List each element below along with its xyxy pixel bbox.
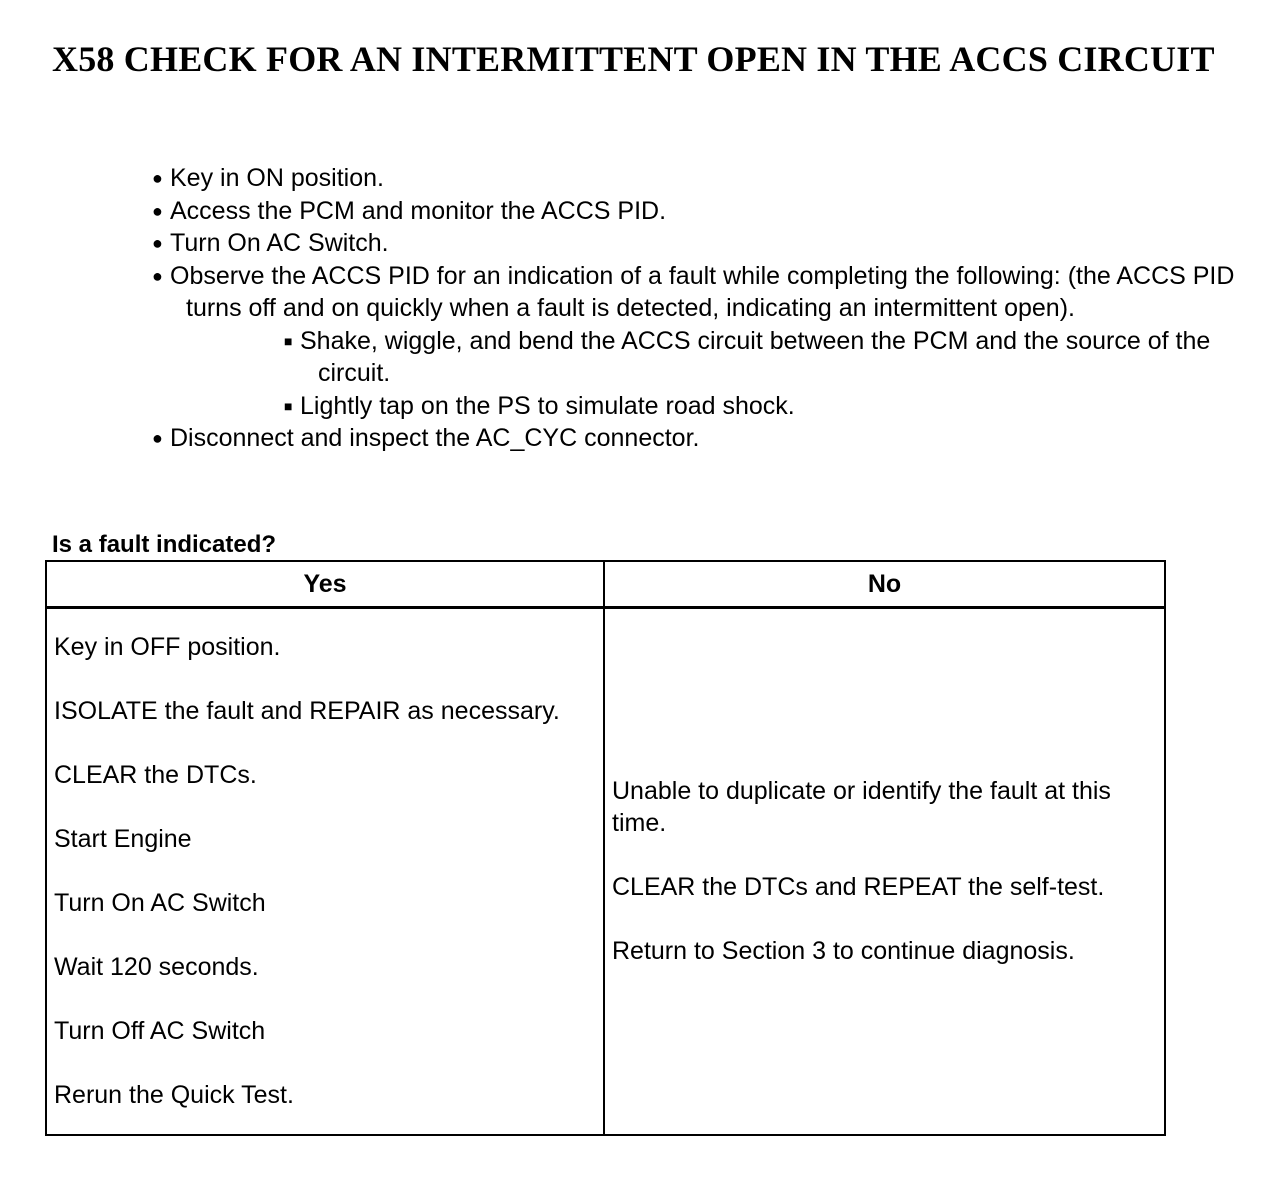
result-table [45,560,1166,1136]
yes-action: Turn On AC Switch [54,888,266,917]
bullet-icon: ● [152,200,163,221]
step-item [134,227,1244,260]
bullet-icon: ● [152,265,163,286]
yes-action: Start Engine [54,824,192,853]
table-row [46,608,1165,1136]
procedure-steps [134,162,1244,455]
substep-item [186,390,1244,423]
step-text: Disconnect and inspect the AC_CYC connector. [170,424,700,452]
yes-action: Turn Off AC Switch [54,1016,266,1045]
question-label: Is a fault indicated? [52,531,277,558]
bullet-icon: ● [152,233,163,253]
substep-text: Shake, wiggle, and bend the ACCS circuit between the PCM and the source of the circuit. [300,326,1211,387]
no-action: CLEAR the DTCs and REPEAT the self-test. [612,872,1105,901]
step-text: Observe the ACCS PID for an indication of a fault while completing the following: (the ACCS PID turns off and on quickly when a fault is detected, indicating an intermittent open). [170,261,1235,322]
square-bullet-icon: ■ [284,332,293,349]
step-item [134,162,1244,195]
no-column-header: No [604,561,1165,608]
step-text: Key in ON position. [170,164,384,192]
yes-action: Key in OFF position. [54,632,281,661]
substep-item [186,325,1244,390]
yes-cell [46,608,604,1136]
no-action: Return to Section 3 to continue diagnosis. [612,936,1075,965]
table-header-row [46,561,1165,608]
yes-action: CLEAR the DTCs. [54,760,257,789]
step-item [134,260,1244,423]
yes-column-header: Yes [46,561,604,608]
page-title: X58 CHECK FOR AN INTERMITTENT OPEN IN THE ACCS CIRCUIT [52,39,1215,79]
yes-action: Wait 120 seconds. [54,952,259,981]
bullet-icon: ● [152,428,163,448]
yes-action: ISOLATE the fault and REPAIR as necessary. [54,696,560,725]
step-item [134,195,1244,228]
bullet-icon: ● [152,168,163,188]
procedure-substeps [186,325,1244,423]
square-bullet-icon: ■ [284,397,293,414]
no-action: Unable to duplicate or identify the fault at this time. [612,776,1111,837]
step-item [134,422,1244,455]
substep-text: Lightly tap on the PS to simulate road shock. [300,391,795,420]
step-text: Turn On AC Switch. [170,229,389,257]
no-cell [604,608,1165,1136]
step-text: Access the PCM and monitor the ACCS PID. [170,196,667,225]
yes-action: Rerun the Quick Test. [54,1080,294,1109]
